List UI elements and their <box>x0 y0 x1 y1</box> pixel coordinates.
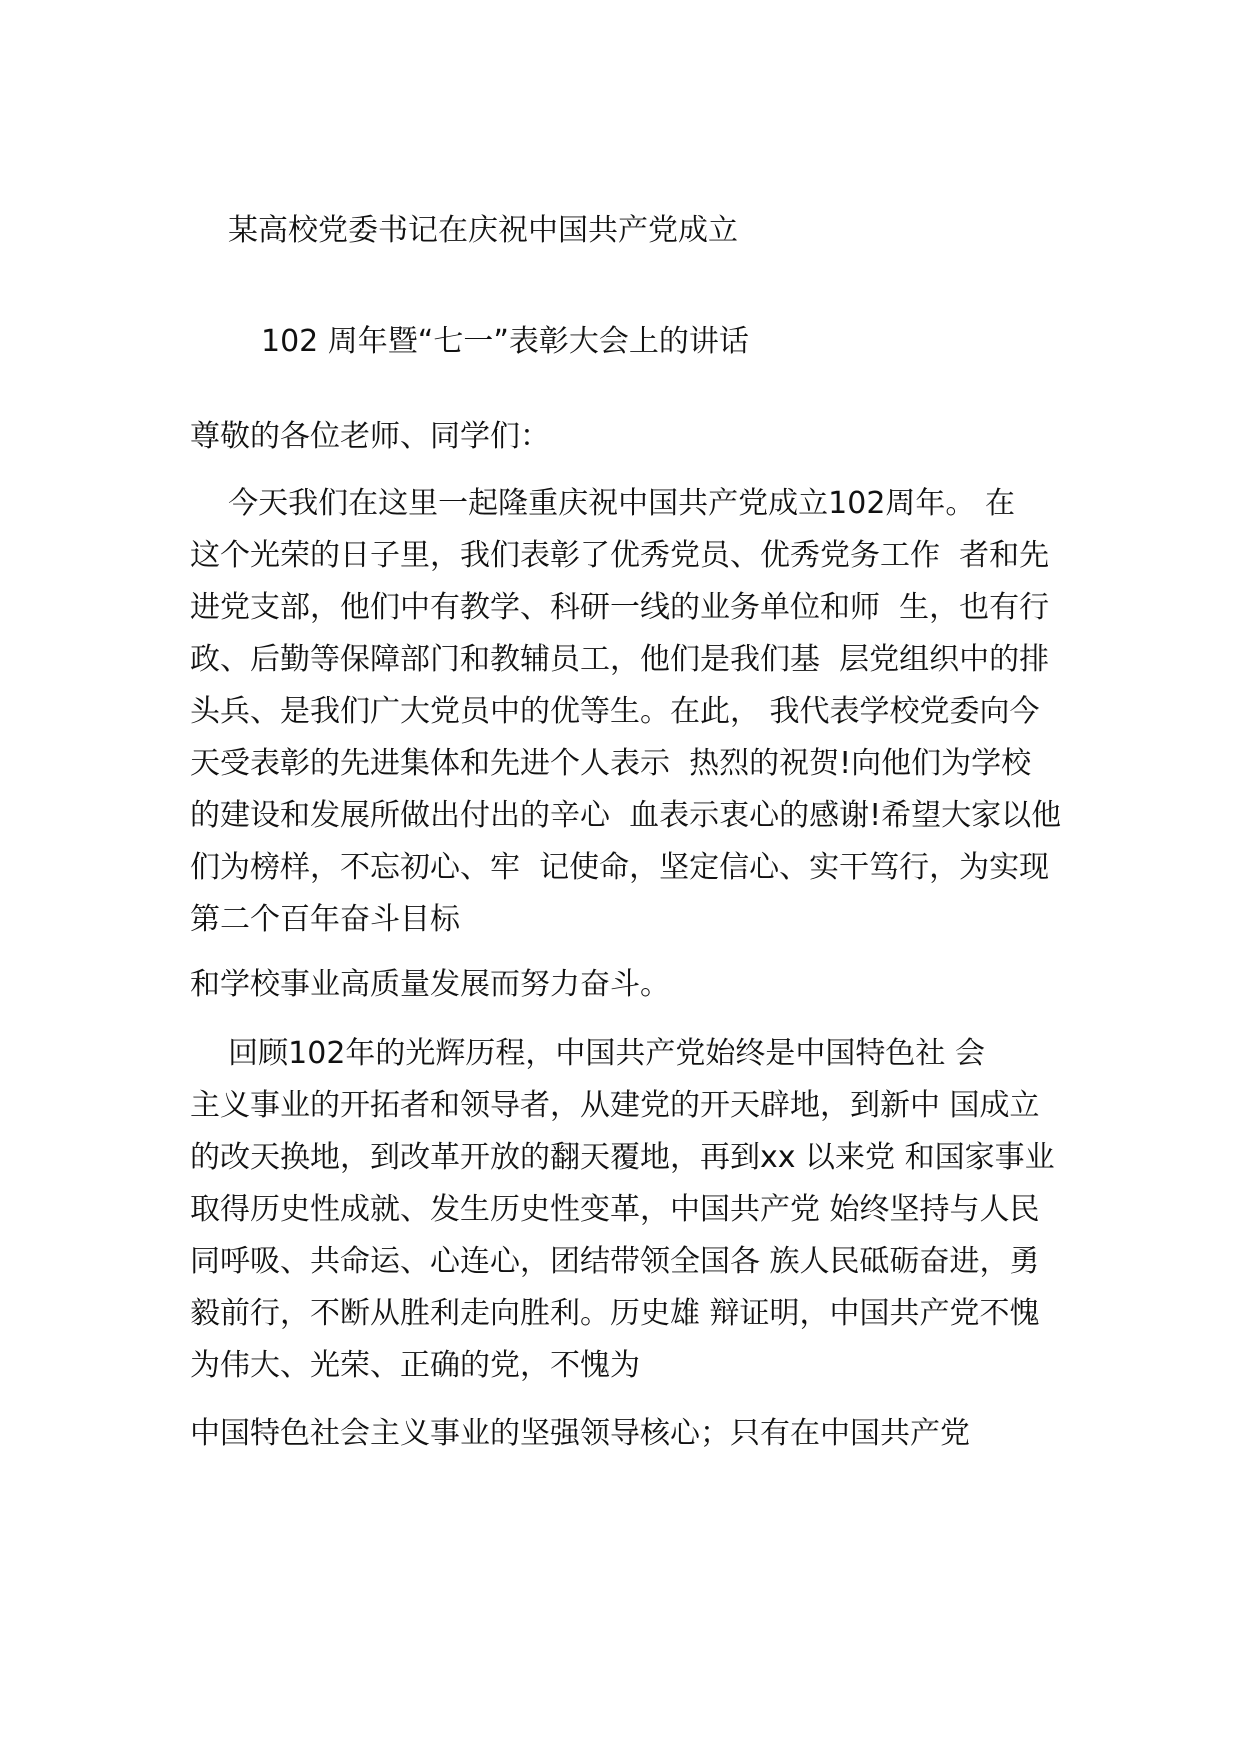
paragraph-1-line: 政、后勤等保障部门和教辅员工，他们是我们基 层党组织中的排 <box>190 642 1050 677</box>
paragraph-1-line: 这个光荣的日子里，我们表彰了优秀党员、优秀党务工作 者和先 <box>190 538 1050 573</box>
title-line-2: 102 周年暨“七一”表彰大会上的讲话 <box>261 324 749 359</box>
paragraph-2-line: 取得历史性成就、发生历史性变革，中国共产党 始终坚持与人民 <box>190 1192 1040 1227</box>
paragraph-2-line: 主义事业的开拓者和领导者，从建党的开天辟地，到新中 国成立 <box>190 1088 1040 1123</box>
paragraph-1-line: 头兵、是我们广大党员中的优等生。在此， 我代表学校党委向今 <box>190 694 1040 729</box>
paragraph-1-line: 进党支部，他们中有教学、科研一线的业务单位和师 生，也有行 <box>190 590 1050 625</box>
paragraph-2-line: 的改天换地，到改革开放的翻天覆地，再到xx 以来党 和国家事业 <box>190 1140 1055 1175</box>
paragraph-2-line: 同呼吸、共命运、心连心，团结带领全国各 族人民砥砺奋进，勇 <box>190 1244 1040 1279</box>
paragraph-1-line: 的建设和发展所做出付出的辛心 血表示衷心的感谢!希望大家以他 <box>190 798 1062 833</box>
paragraph-1-line: 第二个百年奋斗目标 <box>190 902 460 937</box>
paragraph-2-line: 回顾102年的光辉历程，中国共产党始终是中国特色社 会 <box>190 1036 985 1071</box>
paragraph-1-end: 和学校事业高质量发展而努力奋斗。 <box>190 967 670 1002</box>
paragraph-3-start: 中国特色社会主义事业的坚强领导核心；只有在中国共产党 <box>190 1416 970 1451</box>
salutation: 尊敬的各位老师、同学们： <box>190 419 550 454</box>
paragraph-2-line: 为伟大、光荣、正确的党，不愧为 <box>190 1348 640 1383</box>
title-line-1: 某高校党委书记在庆祝中国共产党成立 <box>228 213 738 248</box>
paragraph-1-line: 们为榜样，不忘初心、牢 记使命，坚定信心、实干笃行，为实现 <box>190 850 1050 885</box>
paragraph-1-line: 天受表彰的先进集体和先进个人表示 热烈的祝贺!向他们为学校 <box>190 746 1032 781</box>
paragraph-1-line: 今天我们在这里一起隆重庆祝中国共产党成立102周年。 在 <box>190 486 1015 521</box>
paragraph-2-line: 毅前行，不断从胜利走向胜利。历史雄 辩证明，中国共产党不愧 <box>190 1296 1040 1331</box>
